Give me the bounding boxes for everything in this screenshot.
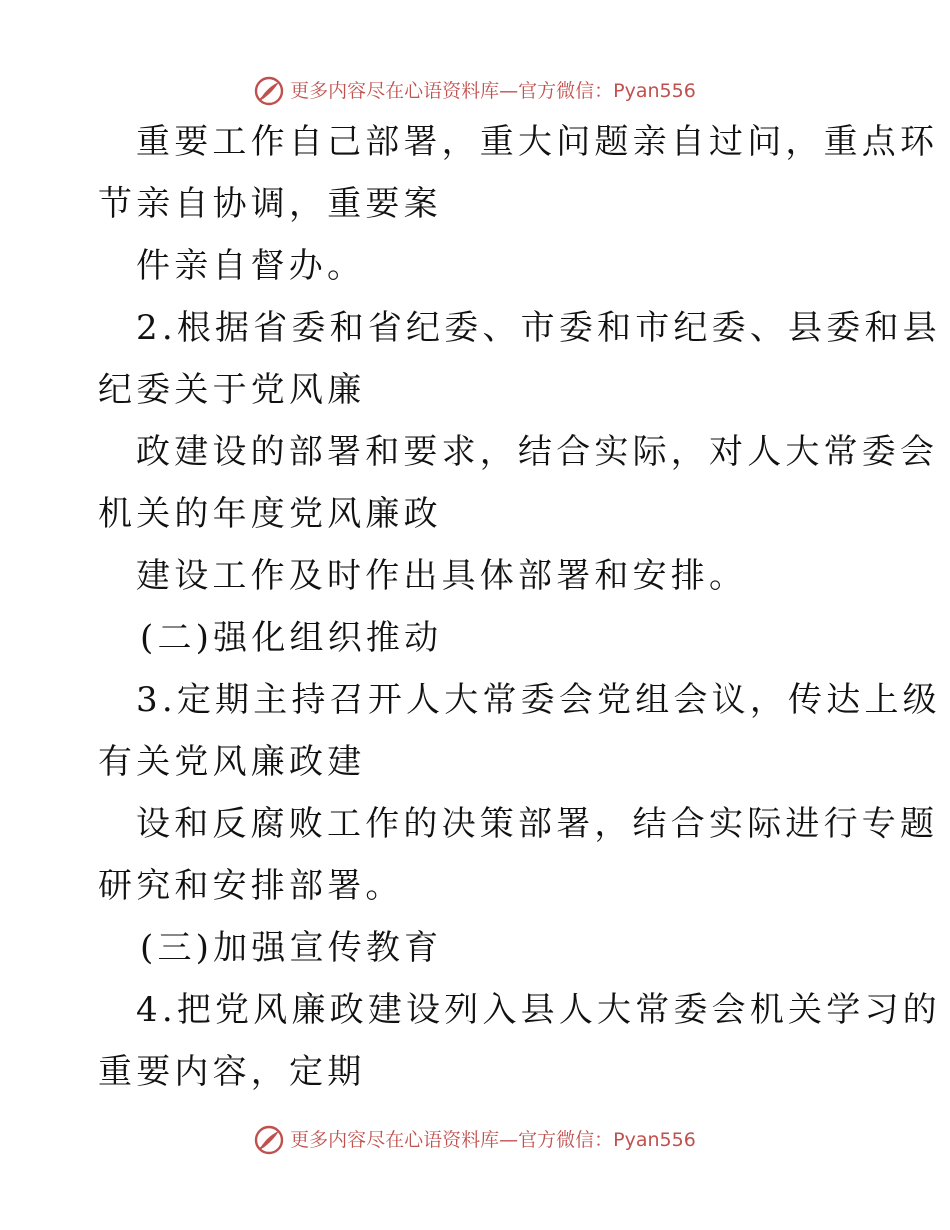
paragraph-line: 件亲自督办。 [136, 246, 366, 286]
paragraph-line: 设和反腐败工作的决策部署，结合实际进行专题 [136, 804, 939, 844]
paragraph-line: 重要工作自己部署，重大问题亲自过问，重点环 [136, 122, 939, 162]
feather-pen-logo-icon [254, 76, 284, 106]
paragraph-line: 节亲自协调，重要案 [98, 184, 442, 224]
paragraph-line: 建设工作及时作出具体部署和安排。 [136, 556, 748, 596]
paragraph-line: 3.定期主持召开人大常委会党组会议，传达上级 [136, 680, 941, 720]
paragraph-line: 有关党风廉政建 [98, 742, 366, 782]
paragraph-line: 纪委关于党风廉 [98, 370, 366, 410]
section-heading: (二)强化组织推动 [140, 618, 443, 658]
header-watermark [0, 74, 950, 108]
section-heading: (三)加强宣传教育 [140, 928, 443, 968]
footer-watermark [0, 1123, 950, 1157]
paragraph-line: 重要内容，定期 [98, 1052, 366, 1092]
feather-pen-logo-icon [254, 1125, 284, 1155]
watermark-text: 更多内容尽在心语资料库—官方微信：Pyan556 [290, 80, 696, 102]
paragraph-line: 研究和安排部署。 [98, 866, 404, 906]
paragraph-line: 政建设的部署和要求，结合实际，对人大常委会 [136, 432, 939, 472]
paragraph-line: 机关的年度党风廉政 [98, 494, 442, 534]
watermark-text: 更多内容尽在心语资料库—官方微信：Pyan556 [290, 1129, 696, 1151]
paragraph-line: 2.根据省委和省纪委、市委和市纪委、县委和县 [136, 308, 941, 348]
paragraph-line: 4.把党风廉政建设列入县人大常委会机关学习的 [136, 990, 941, 1030]
